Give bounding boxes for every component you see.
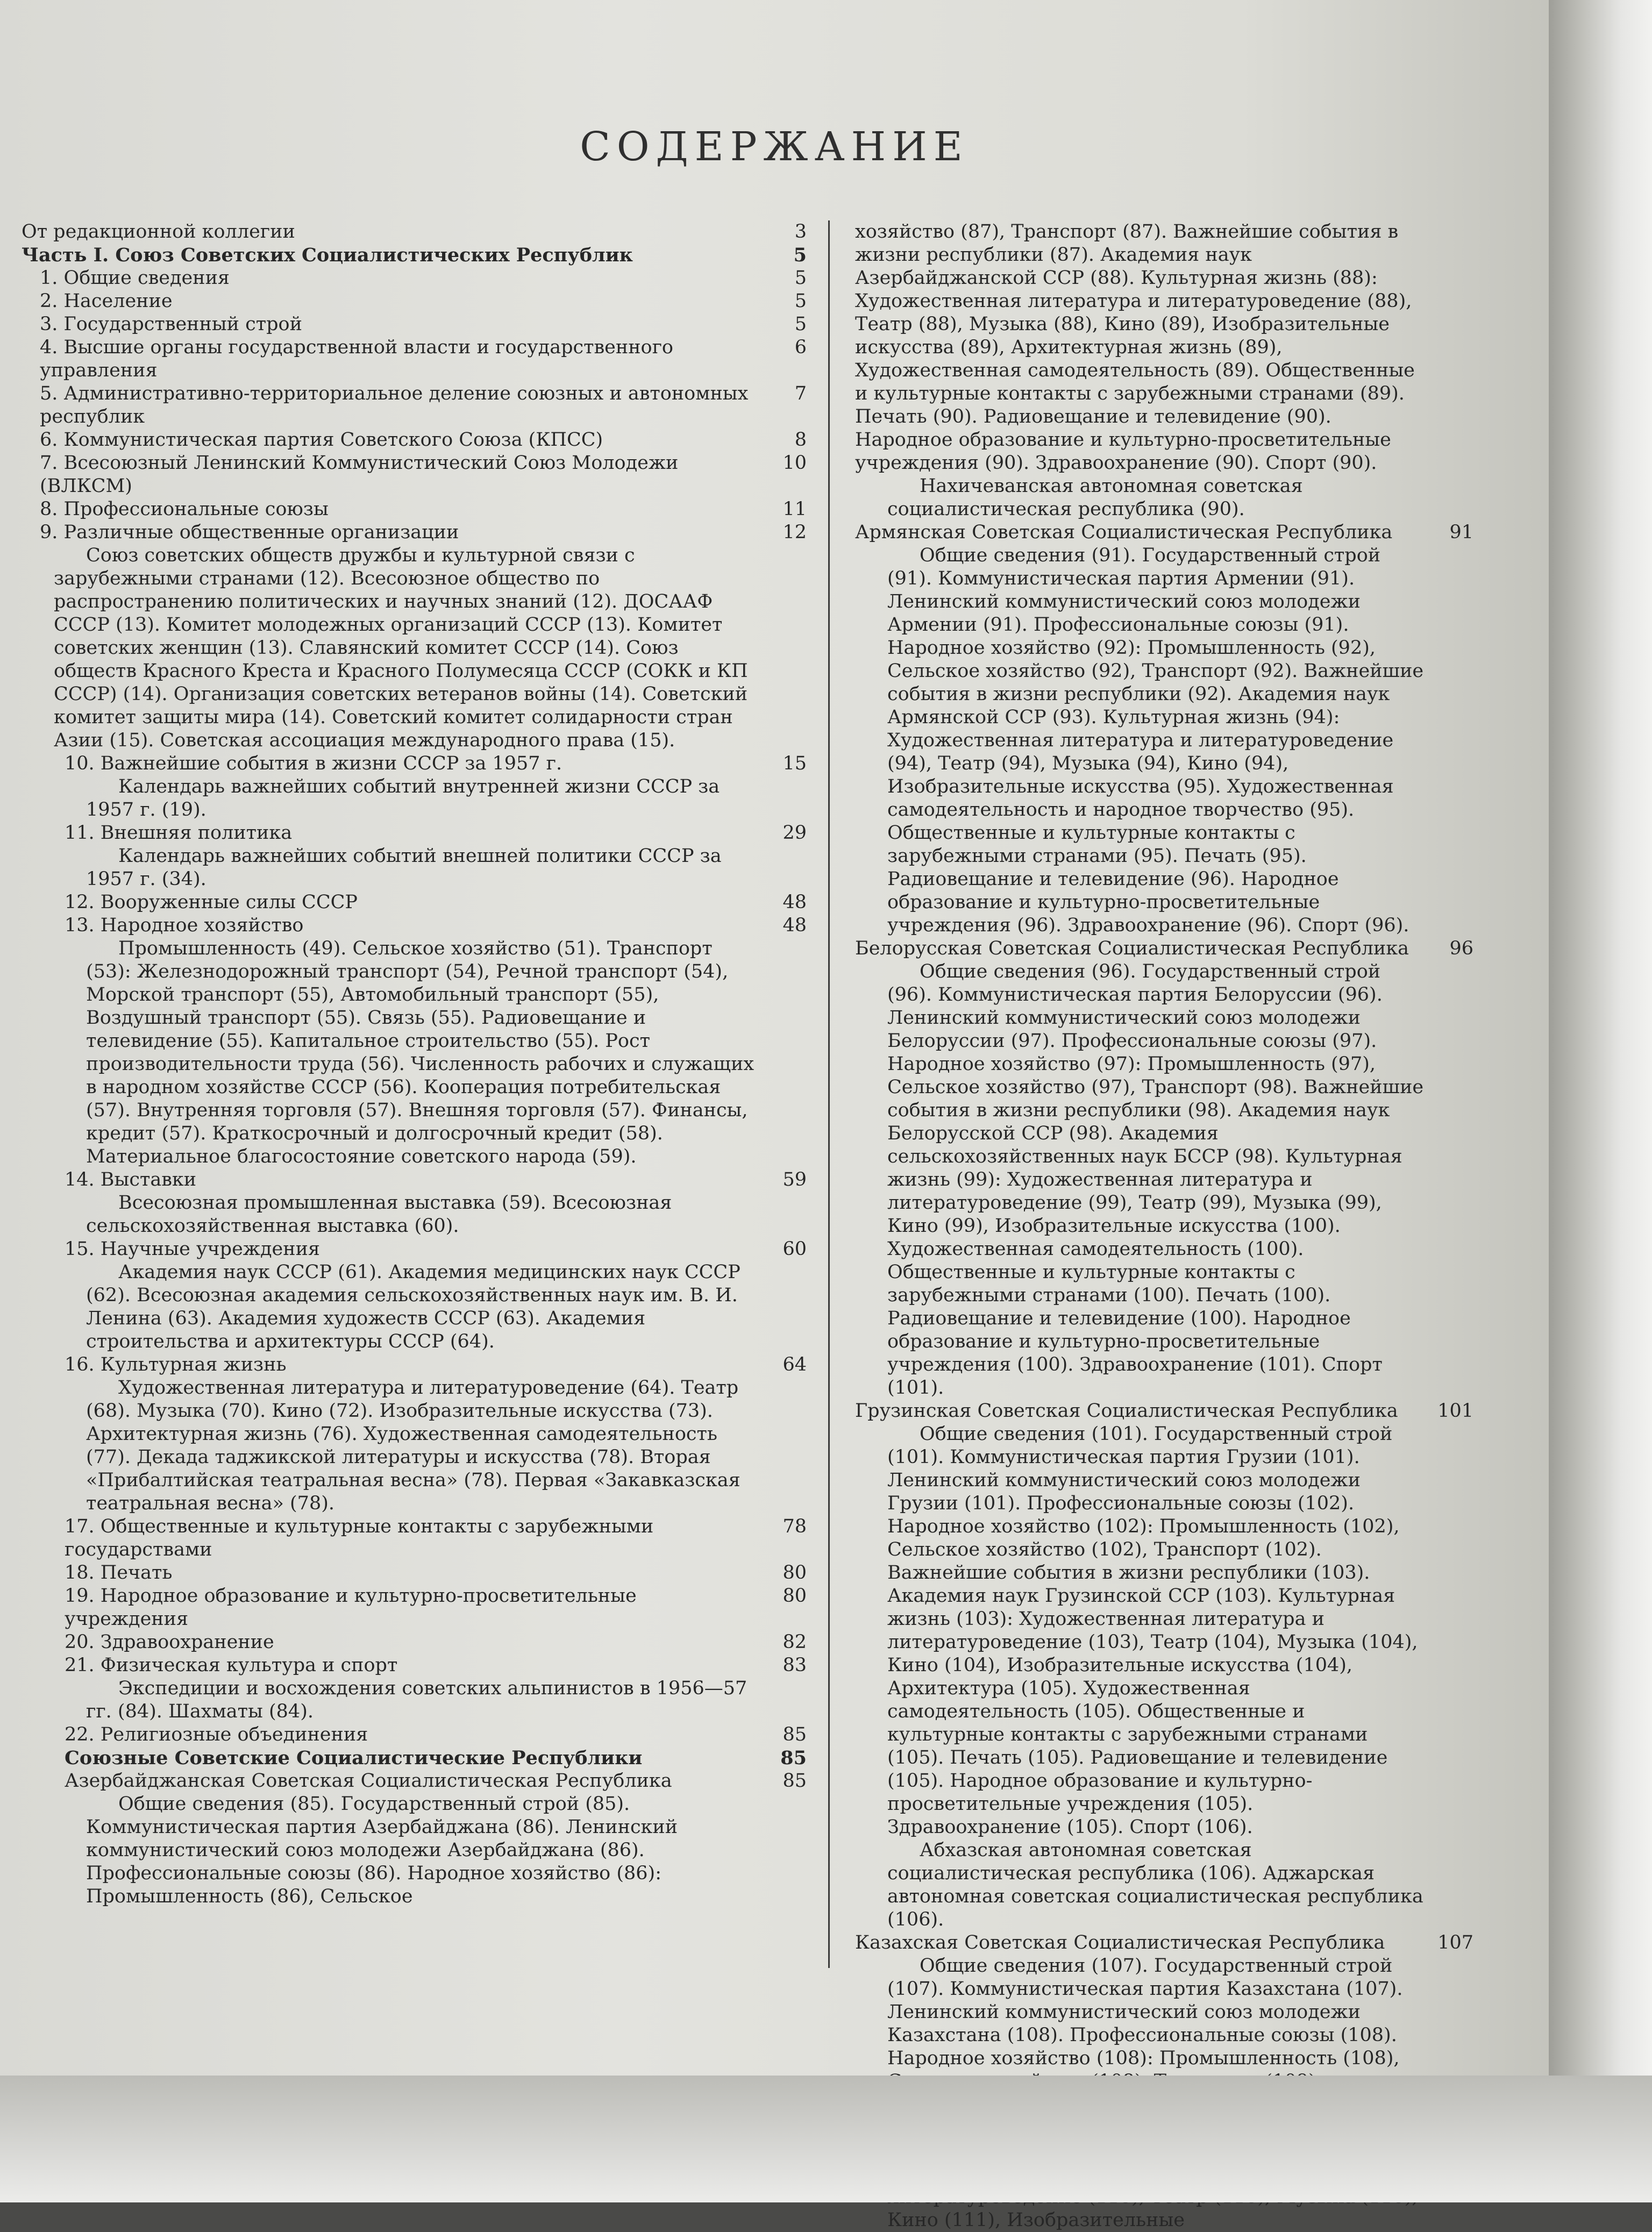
toc-entry-text: Всесоюзная промышленная выставка (59). Всесоюзная сельскохозяйственная выставка (60). <box>86 1192 672 1237</box>
toc-entry <box>855 1400 1473 1423</box>
toc-entry-text: Часть I. Союз Советских Социалистических Республик <box>22 244 633 266</box>
toc-entry-text: 11. Внешняя политика <box>65 822 293 844</box>
toc-entry-page: 5 <box>794 313 807 335</box>
toc-entry-page: 85 <box>782 1724 807 1745</box>
toc-entry-page: 80 <box>782 1562 807 1584</box>
toc-entry-text: Промышленность (49). Сельское хозяйство (51). Транспорт (53): Железнодорожный транспорт (54), Речной транспорт (54), Морской транспорт (55), Автомобильный транспорт (55), Воздушный транспорт (55). Связь (55). Радиовещание и телевидение (55). Капитальное строительство (55). Рост производительности труда (56). Численность рабочих и служащих в народном хозяйстве СССР (56). Кооперация потребительская (57). Внутренняя торговля (57). Внешняя торговля (57). Финансы, кредит (57). Краткосрочный и долгосрочный кредит (58). Материальное благосостояние советского народа (59). <box>86 938 754 1167</box>
toc-entry-text: 21. Физическая культура и спорт <box>65 1655 398 1676</box>
toc-entry <box>22 498 807 521</box>
toc-entry <box>22 429 807 452</box>
toc-entry <box>22 1770 807 1793</box>
toc-entry-text: 14. Выставки <box>65 1169 197 1190</box>
toc-entry-page: 83 <box>782 1655 807 1676</box>
toc-entry-page: 101 <box>1437 1400 1473 1422</box>
toc-entry-text: 6. Коммунистическая партия Советского Союза (КПСС) <box>40 429 603 451</box>
toc-entry <box>855 220 1473 475</box>
toc-entry-text: 16. Культурная жизнь <box>65 1354 287 1375</box>
toc-entry <box>22 1723 807 1746</box>
toc-entry <box>22 452 807 498</box>
toc-entry <box>22 1238 807 1261</box>
toc-entry <box>22 1631 807 1654</box>
toc-entry <box>22 1353 807 1377</box>
toc-entry-text: Казахская Советская Социалистическая Республика <box>855 1932 1385 1953</box>
table-surface <box>0 2076 1652 2202</box>
toc-entry-text: Армянская Советская Социалистическая Республика <box>855 522 1393 543</box>
toc-entry-text: Союзные Советские Социалистические Республики <box>65 1747 643 1769</box>
toc-entry-text: 8. Профессиональные союзы <box>40 498 329 520</box>
toc-entry-page: 91 <box>1449 522 1473 543</box>
toc-entry-page: 7 <box>794 383 807 404</box>
toc-entry-page: 48 <box>782 892 807 913</box>
toc-entry-text: Общие сведения (85). Государственный строй (85). Коммунистическая партия Азербайджана (86). Ленинский коммунистический союз молодежи Азербайджана (86). Профессиональные союзы (86). Народное хозяйство (86): Промышленность (86), Сельское <box>86 1793 678 1907</box>
toc-entry-page: 5 <box>794 267 807 289</box>
toc-entry <box>855 1423 1473 1839</box>
toc-entry-text: Нахичеванская автономная советская социалистическая республика (90). <box>887 475 1303 520</box>
toc-entry-text: 18. Печать <box>65 1562 173 1584</box>
toc-entry-text: Академия наук СССР (61). Академия медицинских наук СССР (62). Всесоюзная академия сельскохозяйственных наук им. В. И. Ленина (63). Академия художеств СССР (63). Академия строительства и архитектуры СССР (64). <box>86 1261 740 1352</box>
toc-entry <box>22 244 807 267</box>
toc-entry <box>855 960 1473 1400</box>
toc-entry <box>22 1377 807 1515</box>
toc-entry <box>22 1261 807 1353</box>
toc-entry-text: 5. Административно-территориальное деление союзных и автономных республик <box>40 383 749 427</box>
toc-entry-text: 22. Религиозные объединения <box>65 1724 368 1745</box>
toc-entry-text: Экспедиции и восхождения советских альпинистов в 1956—57 гг. (84). Шахматы (84). <box>86 1678 747 1722</box>
toc-entry-text: хозяйство (87), Транспорт (87). Важнейшие события в жизни республики (87). Академия наук Азербайджанской ССР (88). Культурная жизнь (88): Художественная литература и литературоведение (88), Театр (88), Музыка (88), Кино (89), Изобразительные искусства (89), Архитектурная жизнь (89), Художественная самодеятельность (89). Общественные и культурные контакты с зарубежными странами (89). Печать (90). Радиовещание и телевидение (90). Народное образование и культурно-просветительные учреждения (90). Здравоохранение (90). Спорт (90). <box>855 221 1415 474</box>
toc-entry-page: 3 <box>794 221 807 243</box>
toc-entry-text: 7. Всесоюзный Ленинский Коммунистический Союз Молодежи (ВЛКСМ) <box>40 452 679 497</box>
toc-entry-text: Грузинская Советская Социалистическая Республика <box>855 1400 1398 1422</box>
toc-entry-page: 11 <box>782 498 807 520</box>
toc-entry-text: Художественная литература и литературоведение (64). Театр (68). Музыка (70). Кино (72). Изобразительные искусства (73). Архитектурная жизнь (76). Художественная самодеятельность (77). Декада таджикской литературы и искусства (78). Вторая «Прибалтийская театральная весна» (78). Первая «Закавказская театральная весна» (78). <box>86 1377 740 1514</box>
toc-entry <box>22 1746 807 1770</box>
toc-entry <box>22 220 807 244</box>
toc-entry-page: 60 <box>782 1238 807 1260</box>
toc-entry <box>855 937 1473 960</box>
toc-entry <box>22 313 807 336</box>
toc-entry <box>22 1585 807 1631</box>
toc-entry-page: 82 <box>782 1631 807 1653</box>
toc-entry <box>22 1654 807 1677</box>
toc-entry <box>22 1561 807 1585</box>
toc-entry-page: 12 <box>782 522 807 543</box>
toc-entry <box>22 822 807 845</box>
toc-entry-page: 15 <box>782 753 807 774</box>
toc-entry-page: 5 <box>794 290 807 312</box>
toc-entry-page: 85 <box>780 1747 807 1769</box>
toc-entry <box>855 521 1473 544</box>
book-edge <box>1549 0 1652 2202</box>
toc-entry-text: Союз советских обществ дружбы и культурной связи с зарубежными странами (12). Всесоюзное общество по распространению политических и научных знаний (12). ДОСААФ СССР (13). Комитет молодежных организаций СССР (13). Комитет советских женщин (13). Славянский комитет СССР (14). Союз обществ Красного Креста и Красного Полумесяца СССР (СОКК и КП СССР) (14). Организация советских ветеранов войны (14). Советский комитет защиты мира (14). Советский комитет солидарности стран Азии (15). Советская ассоциация международного права (15). <box>54 545 748 751</box>
toc-entry <box>22 1515 807 1561</box>
toc-entry-text: 20. Здравоохранение <box>65 1631 274 1653</box>
toc-entry-text: 15. Научные учреждения <box>65 1238 320 1260</box>
toc-entry-text: 3. Государственный строй <box>40 313 302 335</box>
toc-entry-text: Календарь важнейших событий внешней политики СССР за 1957 г. (34). <box>86 845 722 890</box>
toc-entry-page: 8 <box>794 429 807 451</box>
toc-entry-page: 10 <box>782 452 807 474</box>
toc-entry <box>22 382 807 429</box>
toc-entry-text: Абхазская автономная советская социалистическая республика (106). Аджарская автономная советская социалистическая республика (106). <box>887 1839 1423 1930</box>
toc-entry-text: Общие сведения (96). Государственный строй (96). Коммунистическая партия Белоруссии (96). Ленинский коммунистический союз молодежи Белоруссии (97). Профессиональные союзы (97). Народное хозяйство (97): Промышленность (97), Сельское хозяйство (97), Транспорт (98). Важнейшие события в жизни республики (98). Академия наук Белорусской ССР (98). Академия сельскохозяйственных наук БССР (98). Культурная жизнь (99): Художественная литература и литературоведение (99), Театр (99), Музыка (99), Кино (99), Изобразительные искусства (100). Художественная самодеятельность (100). Общественные и культурные контакты с зарубежными странами (100). Печать (100). Радиовещание и телевидение (100). Народное образование и культурно-просветительные учреждения (100). Здравоохранение (101). Спорт (101). <box>887 961 1424 1399</box>
toc-entry <box>22 752 807 775</box>
toc-entry-text: 19. Народное образование и культурно-просветительные учреждения <box>65 1585 637 1630</box>
toc-entry-text: Общие сведения (101). Государственный строй (101). Коммунистическая партия Грузии (101). Ленинский коммунистический союз молодежи Грузии (101). Профессиональные союзы (102). Народное хозяйство (102): Промышленность (102), Сельское хозяйство (102), Транспорт (102). Важнейшие события в жизни республики (103). Академия наук Грузинской ССР (103). Культурная жизнь (103): Художественная литература и литературоведение (103), Театр (104), Музыка (104), Кино (104), Изобразительные искусства (104), Архитектура (105). Художественная самодеятельность (105). Общественные и культурные контакты с зарубежными странами (105). Печать (105). Радиовещание и телевидение (105). Народное образование и культурно-просветительные учреждения (105). Здравоохранение (105). Спорт (106). <box>887 1423 1418 1838</box>
toc-entry-page: 80 <box>782 1585 807 1607</box>
column-divider <box>828 220 830 1968</box>
toc-entry-text: 1. Общие сведения <box>40 267 230 289</box>
toc-entry-text: 4. Высшие органы государственной власти и государственного управления <box>40 337 674 381</box>
toc-entry-text: 17. Общественные и культурные контакты с зарубежными государствами <box>65 1516 654 1560</box>
toc-entry <box>22 267 807 290</box>
toc-entry <box>855 475 1473 521</box>
page-title: СОДЕРЖАНИЕ <box>580 124 969 170</box>
toc-entry <box>855 1931 1473 1955</box>
toc-entry <box>22 1677 807 1723</box>
toc-entry-page: 29 <box>782 822 807 844</box>
toc-entry <box>22 521 807 544</box>
toc-entry-page: 107 <box>1437 1932 1473 1953</box>
toc-entry-page: 6 <box>794 337 807 358</box>
toc-entry <box>22 544 807 752</box>
toc-entry <box>22 775 807 822</box>
toc-entry-text: Общие сведения (107). Государственный строй (107). Коммунистическая партия Казахстана (107). Ленинский коммунистический союз молодежи Казахстана (108). Профессиональные союзы (108). Народное хозяйство (108): Промышленность (108), Кино (111), Изобразительные <box>887 1955 1403 2231</box>
toc-entry-text: 10. Важнейшие события в жизни СССР за 1957 г. <box>65 753 562 774</box>
toc-entry-text: 2. Население <box>40 290 173 312</box>
toc-entry <box>855 544 1473 937</box>
toc-entry-page: 64 <box>782 1354 807 1375</box>
toc-right-column <box>855 220 1473 2232</box>
toc-entry <box>22 891 807 914</box>
toc-entry <box>22 1168 807 1192</box>
toc-entry <box>22 1192 807 1238</box>
toc-entry-text: 12. Вооруженные силы СССР <box>65 892 358 913</box>
toc-entry-page: 78 <box>782 1516 807 1537</box>
toc-entry <box>22 336 807 382</box>
toc-entry-page: 59 <box>782 1169 807 1190</box>
toc-left-column <box>22 220 807 1908</box>
toc-entry-text: 13. Народное хозяйство <box>65 915 304 936</box>
toc-entry <box>22 937 807 1168</box>
toc-entry-text: Календарь важнейших событий внутренней жизни СССР за 1957 г. (19). <box>86 776 720 821</box>
toc-entry <box>22 845 807 891</box>
toc-entry-page: 85 <box>782 1770 807 1792</box>
toc-entry-page: 48 <box>782 915 807 936</box>
toc-entry-text: Белорусская Советская Социалистическая Республика <box>855 938 1409 959</box>
toc-entry-text: Общие сведения (91). Государственный строй (91). Коммунистическая партия Армении (91). Ленинский коммунистический союз молодежи Армении (91). Профессиональные союзы (91). Народное хозяйство (92): Промышленность (92), Сельское хозяйство (92), Транспорт (92). Важнейшие события в жизни республики (92). Академия наук Армянской ССР (93). Культурная жизнь (94): Художественная литература и литературоведение (94), Театр (94), Музыка (94), Кино (94), Изобразительные искусства (95). Художественная самодеятельность и народное творчество (95). Общественные и культурные контакты с зарубежными странами (95). Печать (95). Радиовещание и телевидение (96). Народное образование и культурно-просветительные учреждения (96). Здравоохранение (96). Спорт (96). <box>887 545 1424 936</box>
toc-entry-page: 5 <box>793 244 807 266</box>
toc-entry <box>22 290 807 313</box>
toc-entry-text: Азербайджанская Советская Социалистическая Республика <box>65 1770 672 1792</box>
toc-entry-page: 96 <box>1449 938 1473 959</box>
toc-entry <box>22 1793 807 1908</box>
toc-entry <box>855 1839 1473 1931</box>
toc-entry <box>22 914 807 937</box>
toc-entry-text: От редакционной коллегии <box>22 221 295 243</box>
toc-entry-text: 9. Различные общественные организации <box>40 522 459 543</box>
